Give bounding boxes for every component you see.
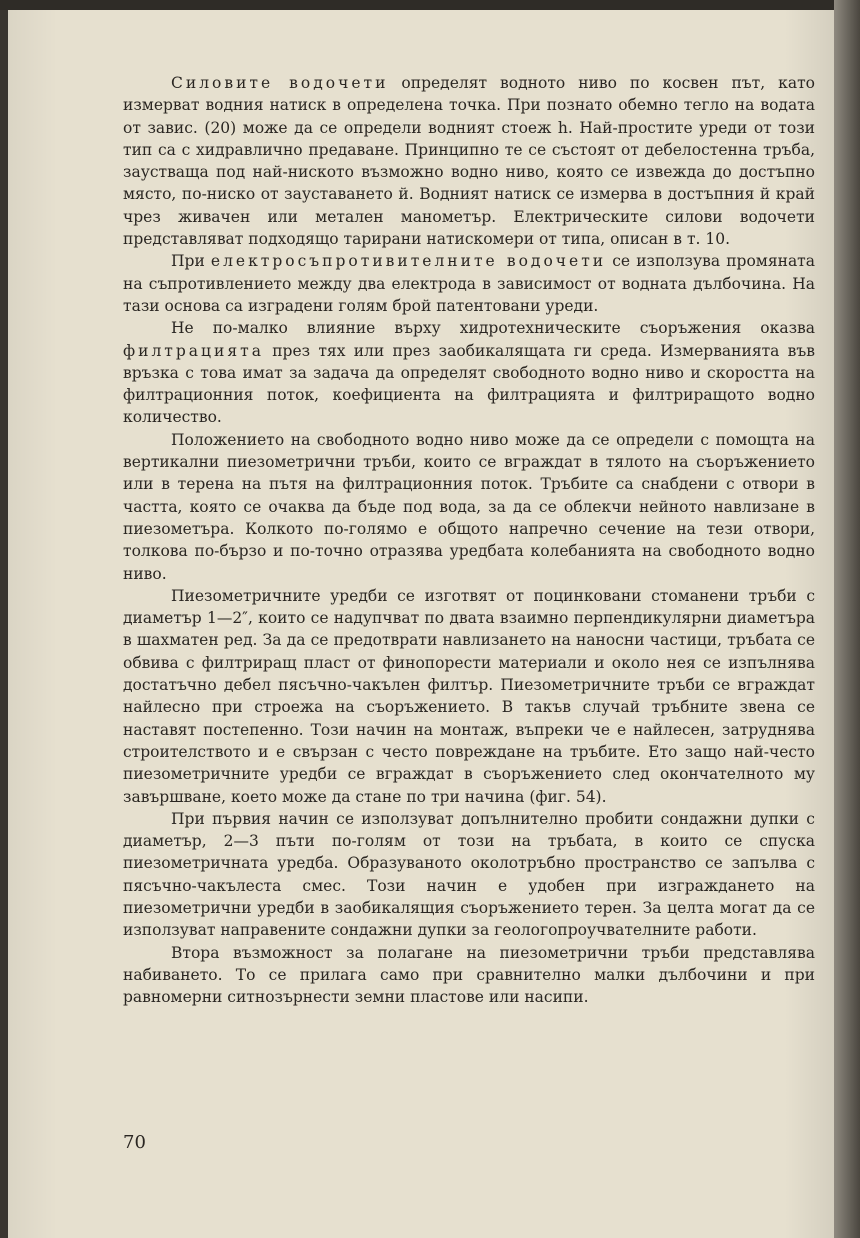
emphasis-term: Силовите водочети: [171, 74, 389, 92]
paragraph-3: Не по-малко влияние върху хидротехническите съоръжения оказва филтрацията през тях или през заобикалящата ги среда. Измерванията във връзка с това имат за задача да определят свободното водно ниво и скоростта на филтрационния поток, коефициента на филтрацията и филтриращото водно количество.: [123, 319, 815, 427]
emphasis-term: филтрацията: [123, 341, 264, 360]
paragraph-6: При първия начин се използуват допълнително пробити сондажни дупки с диаметър, 2—3 пъти по-голям от този на тръбата, в които се спуска пиезометричната уредба. Образуваното околотръбно пространство се запълва с пясъчно-чакълеста смес. Този начин е удобен при изграждането на пиезометрични уредби в заобикалящия съоръжението терен. За целта могат да се използуват направените сондажни дупки за геологопроучвателните работи.: [123, 809, 815, 940]
page-number: 70: [123, 1132, 146, 1153]
paragraph-2: При електросъпротивителните водочети се използува промяната на съпротивлението между два електрода в зависимост от водната дълбочина. На тази основа са изградени голям брой патентовани уреди.: [123, 252, 815, 315]
book-page: [8, 10, 834, 1238]
paragraph-7: Втора възможност за полагане на пиезометрични тръби представлява набиването. То се прилага само при сравнително малки дълбочини и при равномерни ситнозърнести земни пластове или насипи.: [123, 943, 815, 1007]
paragraph-1: Силовите водочети определят водното ниво по косвен път, като измерват водния натиск в определена точка. При познато обемно тегло на водата от завис. (20) може да се определи водният стоеж h. Най-простите уреди от този тип са с хидравлично предаване. Принципно те се състоят от дебелостенна тръба, заустваща под най-ниското възможно водно ниво, която се извежда до достъпно място, по-ниско от зауставането й. Водният натиск се измерва в достъпния й край чрез живачен или метален манометър. Електрическите силови водочети представляват подходящо тарирани натискомери от типа, описан в т. 10.: [123, 74, 815, 249]
paragraph-4: Положението на свободното водно ниво може да се определи с помощта на вертикални пиезометрични тръби, които се вграждат в тялото на съоръжението или в терена на пътя на филтрационния поток. Тръбите са снабдени с отвори в частта, която се очаква да бъде под вода, за да се облекчи нейното навлизане в пиезометъра. Колкото по-голямо е общото напречно сечение на тези отвори, толкова по-бързо и по-точно отразява уредбата колебанията на свободното водно ниво.: [123, 430, 815, 583]
body-text: [123, 72, 815, 1008]
paragraph-5: Пиезометричните уредби се изготвят от поцинковани стоманени тръби с диаметър 1—2″, които се надупчват по двата взаимно перпендикулярни диаметъра в шахматен ред. За да се предотврати навлизането на наносни частици, тръбата се обвива с филтриращ пласт от финопорести материали и около нея се изпълнява достатъчно дебел пясъчно-чакълен филтър. Пиезометричните тръби се вграждат найлесно при строежа на съоръжението. В такъв случай тръбните звена се наставят постепенно. Този начин на монтаж, въпреки че е найлесен, затруднява строителството и е свързан с често повреждане на тръбите. Ето защо най-често пиезометричните уредби се вграждат в съоръжението след окончателното му завършване, което може да стане по три начина (фиг. 54).: [123, 586, 815, 806]
scan-right-edge: [834, 0, 860, 1238]
scan-top-edge: [0, 0, 860, 10]
emphasis-term: електросъпротивителните водочети: [210, 252, 607, 271]
